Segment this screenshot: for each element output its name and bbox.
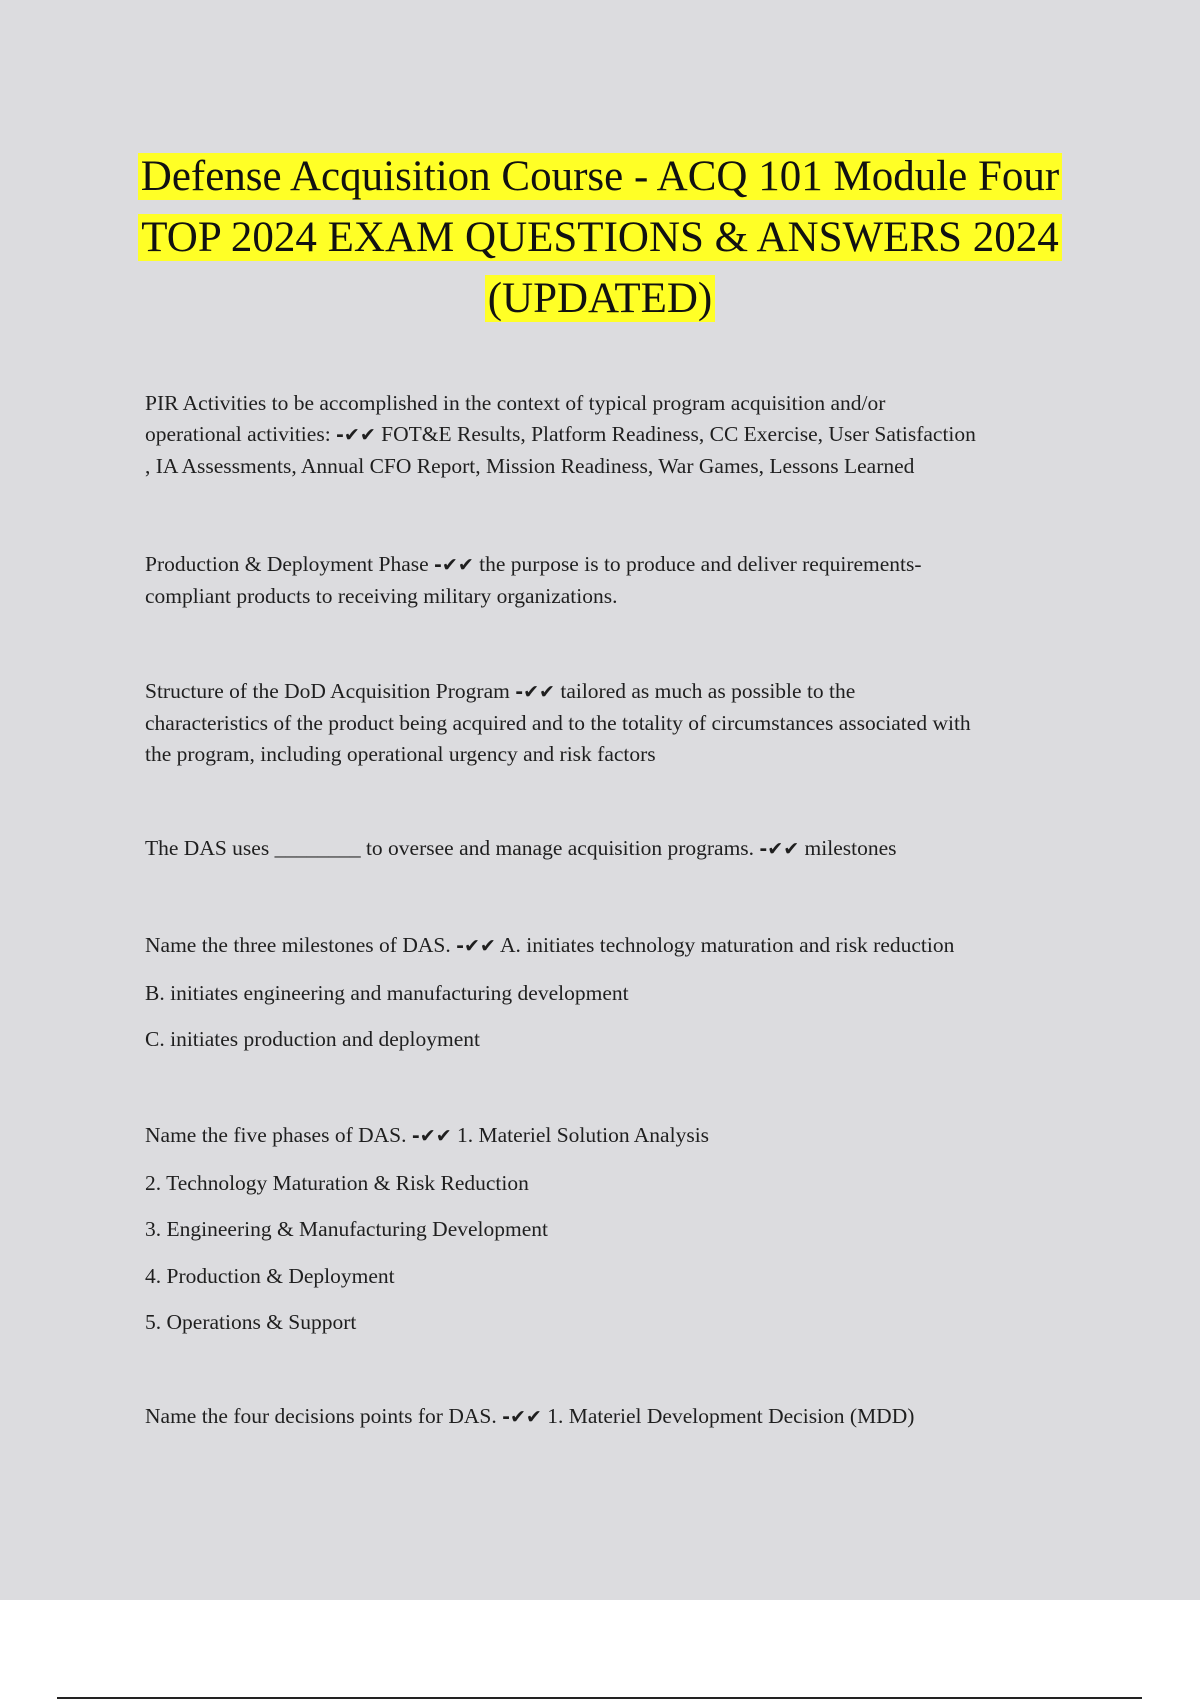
question-text: Name the three milestones of DAS. xyxy=(145,933,457,957)
entry-line xyxy=(145,676,1085,708)
question-text: Name the five phases of DAS. xyxy=(145,1123,412,1147)
entry-line: PIR Activities to be accomplished in the context of typical program acquisition and/or xyxy=(145,391,886,415)
entry-line: the program, including operational urgency and risk factors xyxy=(145,742,656,766)
question-text: Structure of the DoD Acquisition Program xyxy=(145,679,516,703)
highlighted-title: Defense Acquisition Course - ACQ 101 Module Four TOP 2024 EXAM QUESTIONS & ANSWERS 2024 (UPDATED) xyxy=(138,153,1062,322)
entry-line xyxy=(145,419,1085,451)
answer-text: the purpose is to produce and deliver requirements- xyxy=(473,552,922,576)
list-item: C. initiates production and deployment xyxy=(145,1027,480,1051)
answer-text: milestones xyxy=(799,836,897,860)
document-title xyxy=(100,146,1100,329)
entry-line xyxy=(145,833,1085,865)
check-marks-icon: -✔✔ xyxy=(456,935,496,957)
list-item: 4. Production & Deployment xyxy=(145,1263,395,1288)
check-marks-icon: -✔✔ xyxy=(502,1406,542,1428)
list-item: 2. Technology Maturation & Risk Reduction xyxy=(145,1170,529,1195)
answer-text: A. initiates technology maturation and risk reduction xyxy=(495,933,955,957)
question-text: Name the four decisions points for DAS. xyxy=(145,1404,503,1428)
list-item: B. initiates engineering and manufacturing development xyxy=(145,980,629,1005)
check-marks-icon: -✔✔ xyxy=(336,424,376,446)
check-marks-icon: -✔✔ xyxy=(515,681,555,703)
list-item: 5. Operations & Support xyxy=(145,1310,357,1334)
entry-line xyxy=(145,549,1085,581)
qa-entry xyxy=(145,930,1085,1071)
qa-entry xyxy=(145,1120,1085,1354)
qa-entry xyxy=(145,388,1085,482)
entry-line: characteristics of the product being acquired and to the totality of circumstances associated with xyxy=(145,711,971,735)
answer-text: tailored as much as possible to the xyxy=(554,679,856,703)
answer-text: 1. Materiel Solution Analysis xyxy=(451,1123,710,1147)
question-text: The DAS uses ________ to oversee and manage acquisition programs. xyxy=(145,836,760,860)
check-marks-icon: -✔✔ xyxy=(434,554,474,576)
check-marks-icon: -✔✔ xyxy=(411,1125,452,1147)
qa-entry xyxy=(145,549,1085,612)
list-item: 3. Engineering & Manufacturing Development xyxy=(145,1217,549,1241)
entry-line: compliant products to receiving military organizations. xyxy=(145,584,618,608)
entry-line: , IA Assessments, Annual CFO Report, Mission Readiness, War Games, Lessons Learned xyxy=(145,454,915,478)
question-text: Production & Deployment Phase xyxy=(145,552,435,576)
entry-line xyxy=(145,1401,1085,1433)
entry-line xyxy=(145,930,1085,962)
question-text: operational activities: xyxy=(145,422,337,446)
qa-entry xyxy=(145,1401,1085,1449)
footer-divider xyxy=(57,1697,1142,1699)
check-marks-icon: -✔✔ xyxy=(759,838,800,860)
qa-entry xyxy=(145,833,1085,865)
entry-line xyxy=(145,1120,1085,1152)
qa-entry xyxy=(145,676,1085,770)
answer-text: FOT&E Results, Platform Readiness, CC Exercise, User Satisfaction xyxy=(375,422,976,446)
answer-text: 1. Materiel Development Decision (MDD) xyxy=(541,1404,915,1428)
